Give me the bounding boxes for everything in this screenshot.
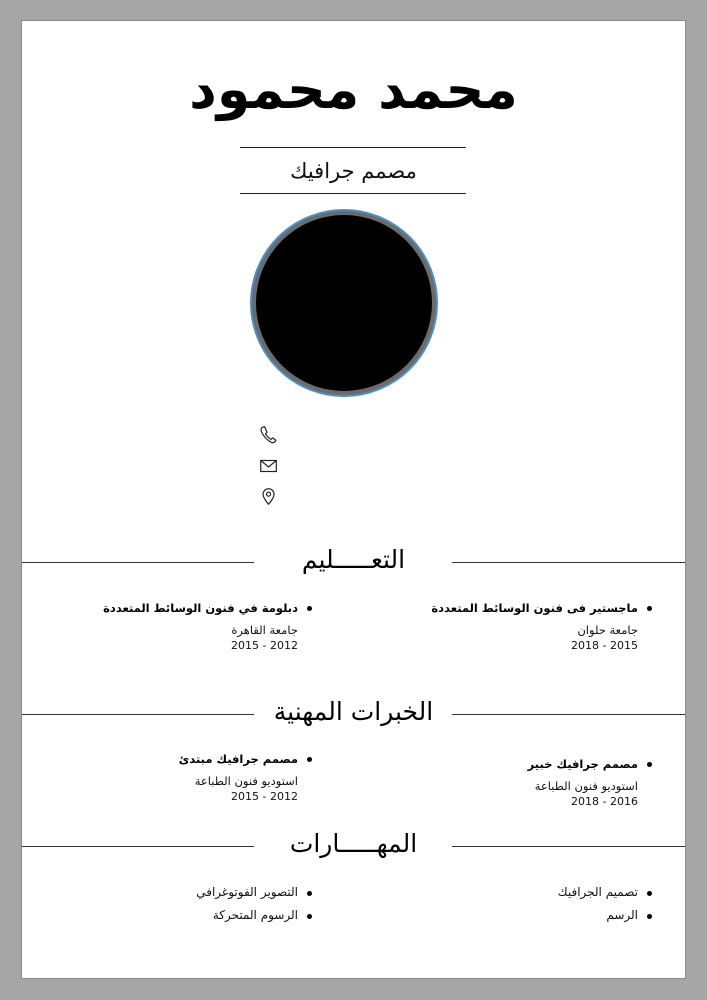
education-item-2-title: دبلومة في فنون الوسائط المتعددة xyxy=(52,601,312,615)
job-title-top-divider xyxy=(240,147,466,148)
location-pin-icon xyxy=(258,485,280,507)
experience-heading xyxy=(22,697,685,726)
experience-item-2-title: مصمم جرافيك مبتدئ xyxy=(52,752,312,766)
experience-item-2-years: 2012 - 2015 xyxy=(231,790,298,803)
education-heading xyxy=(22,545,685,574)
experience-item-1-place: استوديو فنون الطباعة xyxy=(534,779,638,793)
mail-icon xyxy=(258,455,280,477)
skills-heading-text: المهـــــارات xyxy=(280,829,427,858)
skills-heading xyxy=(22,829,685,858)
skill-item-2: الرسم xyxy=(606,908,652,922)
education-item-2-years: 2012 - 2015 xyxy=(231,639,298,652)
experience-item-1-years: 2016 - 2018 xyxy=(571,795,638,808)
experience-item-1 xyxy=(392,757,652,808)
experience-heading-text: الخبرات المهنية xyxy=(264,697,444,726)
profile-photo-fill xyxy=(256,215,432,391)
job-title-bottom-divider xyxy=(240,193,466,194)
experience-item-2 xyxy=(52,752,312,803)
resume-page xyxy=(22,21,685,978)
job-title: مصمم جرافيك xyxy=(290,159,417,183)
person-name: محمد محمود xyxy=(189,58,518,121)
education-item-1-title: ماجستير فى فنون الوسائط المتعددة xyxy=(392,601,652,615)
education-item-1 xyxy=(392,601,652,652)
education-item-2-place: جامعة القاهرة xyxy=(231,623,298,637)
skill-item-4: الرسوم المتحركة xyxy=(213,908,312,922)
experience-item-2-place: استوديو فنون الطباعة xyxy=(194,774,298,788)
phone-icon xyxy=(258,424,280,446)
experience-item-1-title: مصمم جرافيك خبير xyxy=(392,757,652,771)
education-item-1-place: جامعة حلوان xyxy=(577,623,638,637)
skill-item-1: تصميم الجرافيك xyxy=(558,885,652,899)
education-heading-text: التعـــــليم xyxy=(292,545,415,574)
profile-photo xyxy=(250,209,438,397)
education-item-2 xyxy=(52,601,312,652)
skill-item-3: التصوير الفوتوغرافي xyxy=(196,885,312,899)
education-item-1-years: 2015 - 2018 xyxy=(571,639,638,652)
